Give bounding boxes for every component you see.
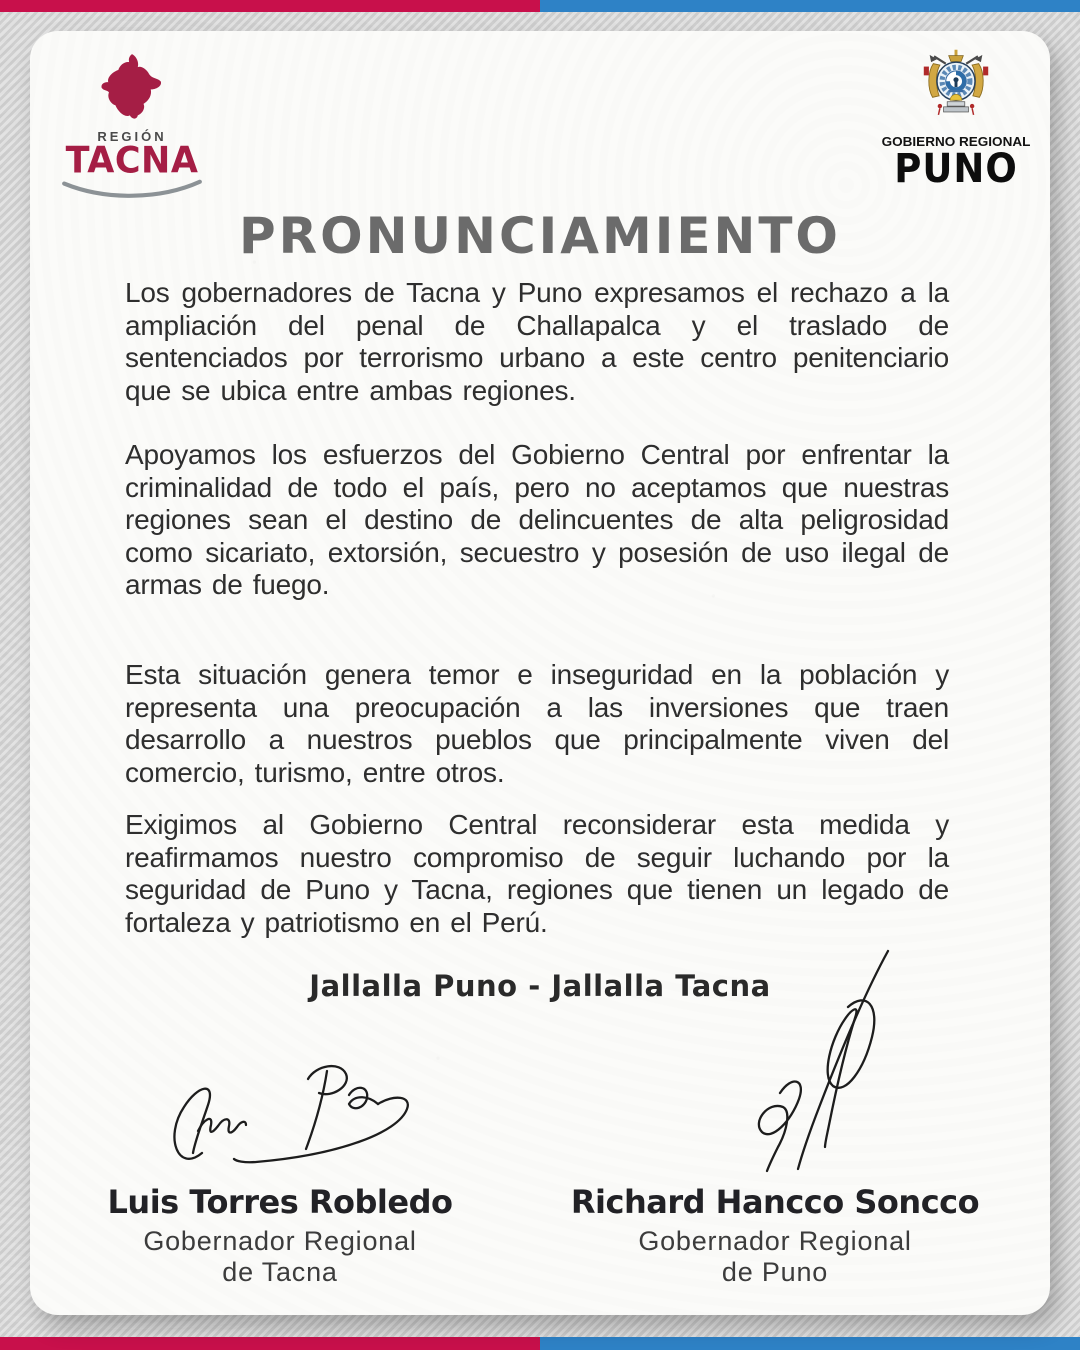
signer-puno-name: Richard Hancco Soncco	[570, 1183, 980, 1221]
signer-tacna-role: Gobernador Regional	[143, 1226, 417, 1256]
puno-coat-of-arms-icon	[919, 49, 993, 131]
puno-wordmark: PUNO	[894, 145, 1018, 192]
puno-logo	[878, 49, 1034, 192]
paragraph-2: Apoyamos los esfuerzos del Gobierno Central por enfrentar la criminalidad de todo el país, pero no aceptamos que nuestras regiones sean el destino de delincuentes de alta peligrosidad como sicariato, extorsión, secuestro y posesión de uso ilegal de armas de fuego.	[125, 439, 949, 600]
signer-puno-region: de Puno	[721, 1257, 829, 1287]
bottom-bar-blue	[540, 1337, 1080, 1350]
paragraph-1: Los gobernadores de Tacna y Puno expresamos el rechazo a la ampliación del penal de Challapalca y el traslado de sentenciados por terrorismo urbano a este centro penitenciario que se ubica entre ambas regiones.	[125, 277, 949, 406]
tacna-swoosh-icon	[57, 179, 207, 201]
signer-tacna-region: de Tacna	[222, 1257, 338, 1287]
top-bar-blue	[540, 0, 1080, 12]
paragraph-4: Exigimos al Gobierno Central reconsiderar esta medida y reafirmamos nuestro compromiso de seguir luchando por la seguridad de Puno y Tacna, regiones que tienen un legado de fortaleza y patriotismo en el Perú.	[125, 809, 949, 938]
paragraph-3: Esta situación genera temor e inseguridad en la población y representa una preocupación a las inversiones que traen desarrollo a nuestros pueblos que principalmente viven del comercio, turismo, entre otros.	[125, 659, 949, 788]
tacna-region-label: REGIÓN	[97, 129, 167, 144]
top-bar-red	[0, 0, 540, 12]
slogan-line: Jallalla Puno - Jallalla Tacna	[309, 969, 771, 1003]
bottom-bar-red	[0, 1337, 540, 1350]
tacna-logo	[48, 49, 216, 201]
signer-puno	[560, 1183, 990, 1288]
richard-hancco-signature	[652, 943, 952, 1201]
signer-puno-role: Gobernador Regional	[638, 1226, 912, 1256]
signer-tacna-name: Luis Torres Robledo	[107, 1183, 453, 1221]
tacna-map-icon	[96, 49, 168, 127]
tacna-wordmark: TACNA	[65, 139, 199, 182]
signer-tacna	[70, 1183, 490, 1288]
page-title: PRONUNCIAMIENTO	[239, 207, 841, 265]
document-card	[30, 31, 1050, 1315]
puno-org-label: GOBIERNO REGIONAL	[881, 134, 1031, 149]
luis-torres-signature	[140, 1049, 460, 1189]
